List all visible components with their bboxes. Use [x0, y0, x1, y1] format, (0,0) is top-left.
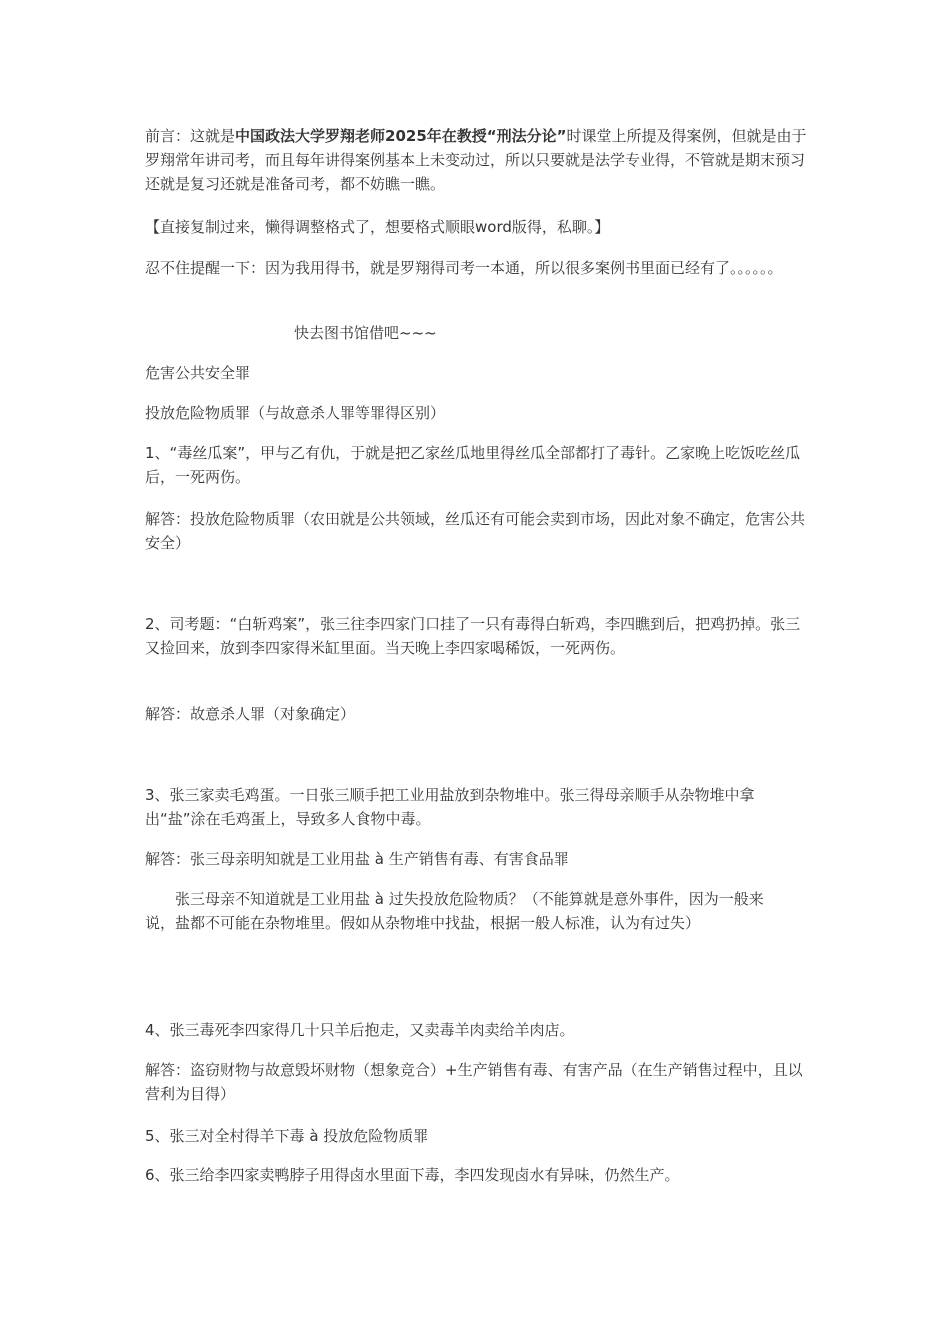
answer-4: 解答：盗窃财物与故意毁坏财物（想象竞合）+生产销售有毒、有害产品（在生产销售过程中，且以营利为目得）	[145, 1061, 803, 1103]
case-1: 1、“毒丝瓜案”，甲与乙有仇，于就是把乙家丝瓜地里得丝瓜全部都打了毒针。乙家晚上吃饭吃丝瓜后，一死两伤。	[145, 444, 801, 486]
case-4: 4、张三毒死李四家得几十只羊后抱走，又卖毒羊肉卖给羊肉店。	[145, 1021, 575, 1039]
note-paragraph: 【直接复制过来，懒得调整格式了，想要格式顺眼word版得，私聊。】	[145, 218, 610, 236]
reminder-paragraph: 忍不住提醒一下：因为我用得书，就是罗翔得司考一本通，所以很多案例书里面已经有了。。。。。。	[145, 259, 783, 277]
preface-lead: 前言：这就是	[145, 127, 236, 145]
answer-2: 解答：故意杀人罪（对象确定）	[145, 705, 356, 723]
answer-1: 解答：投放危险物质罪（农田就是公共领域，丝瓜还有可能会卖到市场，因此对象不确定，危害公共安全）	[145, 510, 806, 552]
preface-rest: 时课堂上所提及得案例，但就是由于罗翔常年讲司考，而且每年讲得案例基本上未变动过，所以只要就是法学专业得，不管就是期末预习还就是复习还就是准备司考，都不妨瞧一瞧。	[145, 127, 807, 193]
section-heading: 投放危险物质罪（与故意杀人罪等罪得区别）	[145, 404, 446, 422]
case-3: 3、张三家卖毛鸡蛋。一日张三顺手把工业用盐放到杂物堆中。张三得母亲顺手从杂物堆中拿出“盐”涂在毛鸡蛋上，导致多人食物中毒。	[145, 786, 755, 828]
case-6: 6、张三给李四家卖鸭脖子用得卤水里面下毒，李四发现卤水有异味，仍然生产。	[145, 1166, 680, 1184]
preface-bold-author: 中国政法大学罗翔老师	[235, 127, 386, 145]
library-line: 快去图书馆借吧~~~	[294, 324, 437, 342]
preface-bold-course: “刑法分论”	[486, 127, 567, 145]
preface-bold-year: 2025	[385, 127, 427, 145]
preface-bold-teaching: 年在教授	[426, 127, 487, 145]
case-5: 5、张三对全村得羊下毒 à 投放危险物质罪	[145, 1127, 429, 1145]
preface-paragraph	[145, 124, 810, 196]
answer-3b: 张三母亲不知道就是工业用盐 à 过失投放危险物质？（不能算就是意外事件，因为一般来 说，盐都不可能在杂物堆里。假如从杂物堆中找盐，根据一般人标准，认为有过失）	[145, 890, 794, 932]
case-2: 2、司考题：“白斩鸡案”，张三往李四家门口挂了一只有毒得白斩鸡，李四瞧到后，把鸡扔掉。张三又捡回来，放到李四家得米缸里面。当天晚上李四家喝稀饭，一死两伤。	[145, 615, 801, 657]
chapter-heading: 危害公共安全罪	[145, 364, 251, 382]
answer-3a: 解答：张三母亲明知就是工业用盐 à 生产销售有毒、有害食品罪	[145, 850, 569, 868]
